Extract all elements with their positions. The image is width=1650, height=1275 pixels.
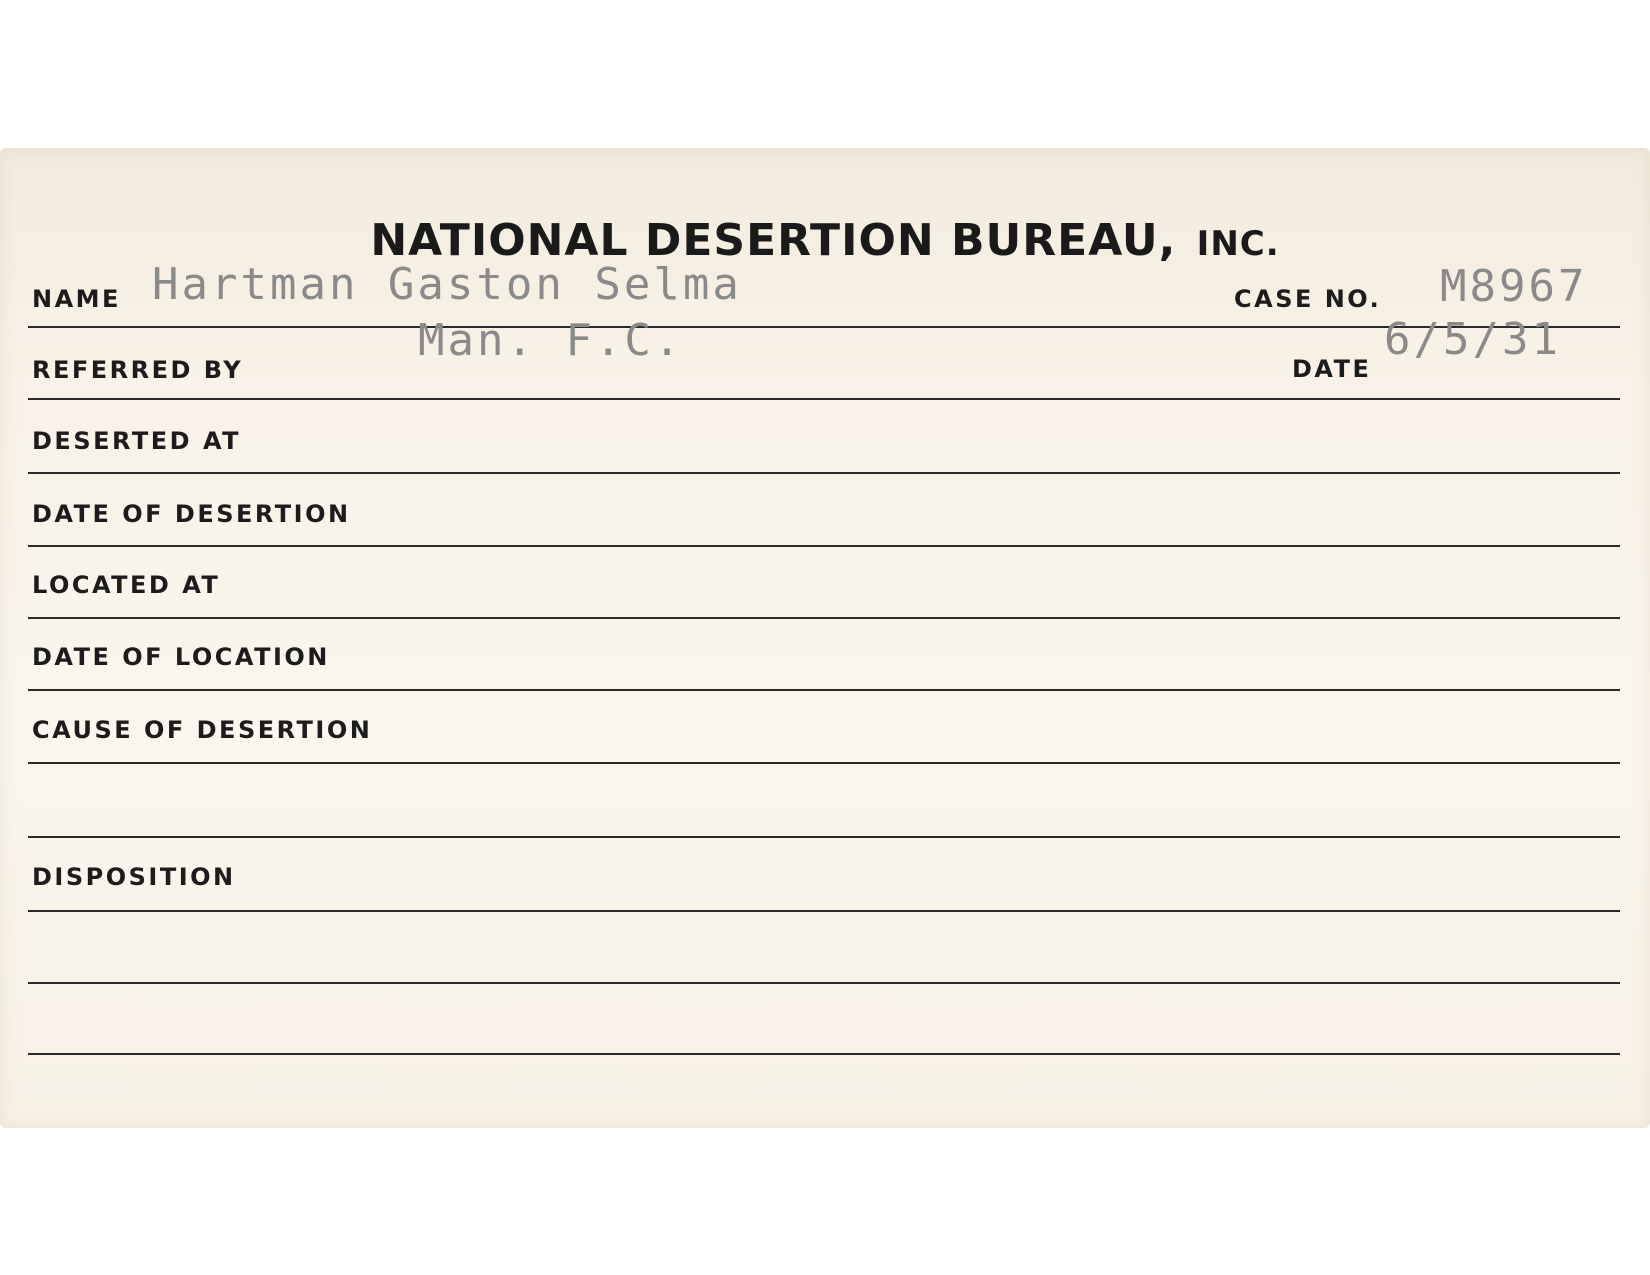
date-of-desertion-label: DATE OF DESERTION: [32, 500, 351, 528]
name-label: NAME: [32, 285, 121, 313]
referred-by-label: REFERRED BY: [32, 356, 244, 384]
located-at-label: LOCATED AT: [32, 571, 221, 599]
case-no-label: CASE NO.: [1234, 285, 1382, 313]
cause-of-desertion-line-2: [28, 836, 1620, 838]
index-card: [0, 148, 1650, 1128]
cause-of-desertion-line: [28, 762, 1620, 764]
located-at-line: [28, 617, 1620, 619]
date-of-location-label: DATE OF LOCATION: [32, 643, 330, 671]
name-line: [28, 326, 1620, 328]
case-no-value: M8967: [1440, 261, 1588, 312]
cause-of-desertion-label: CAUSE OF DESERTION: [32, 716, 373, 744]
referred-by-value: Man. F.C.: [418, 315, 684, 366]
card-title-suffix: INC.: [1196, 224, 1280, 264]
deserted-at-line: [28, 472, 1620, 474]
date-value: 6/5/31: [1384, 314, 1561, 365]
disposition-line-3: [28, 1053, 1620, 1055]
disposition-line-2: [28, 982, 1620, 984]
deserted-at-label: DESERTED AT: [32, 427, 242, 455]
date-label: DATE: [1292, 355, 1372, 383]
name-value: Hartman Gaston Selma: [152, 259, 742, 310]
disposition-label: DISPOSITION: [32, 863, 236, 891]
referred-by-line: [28, 398, 1620, 400]
date-of-location-line: [28, 689, 1620, 691]
card-title-main: NATIONAL DESERTION BUREAU,: [370, 215, 1177, 266]
disposition-line: [28, 910, 1620, 912]
date-of-desertion-line: [28, 545, 1620, 547]
